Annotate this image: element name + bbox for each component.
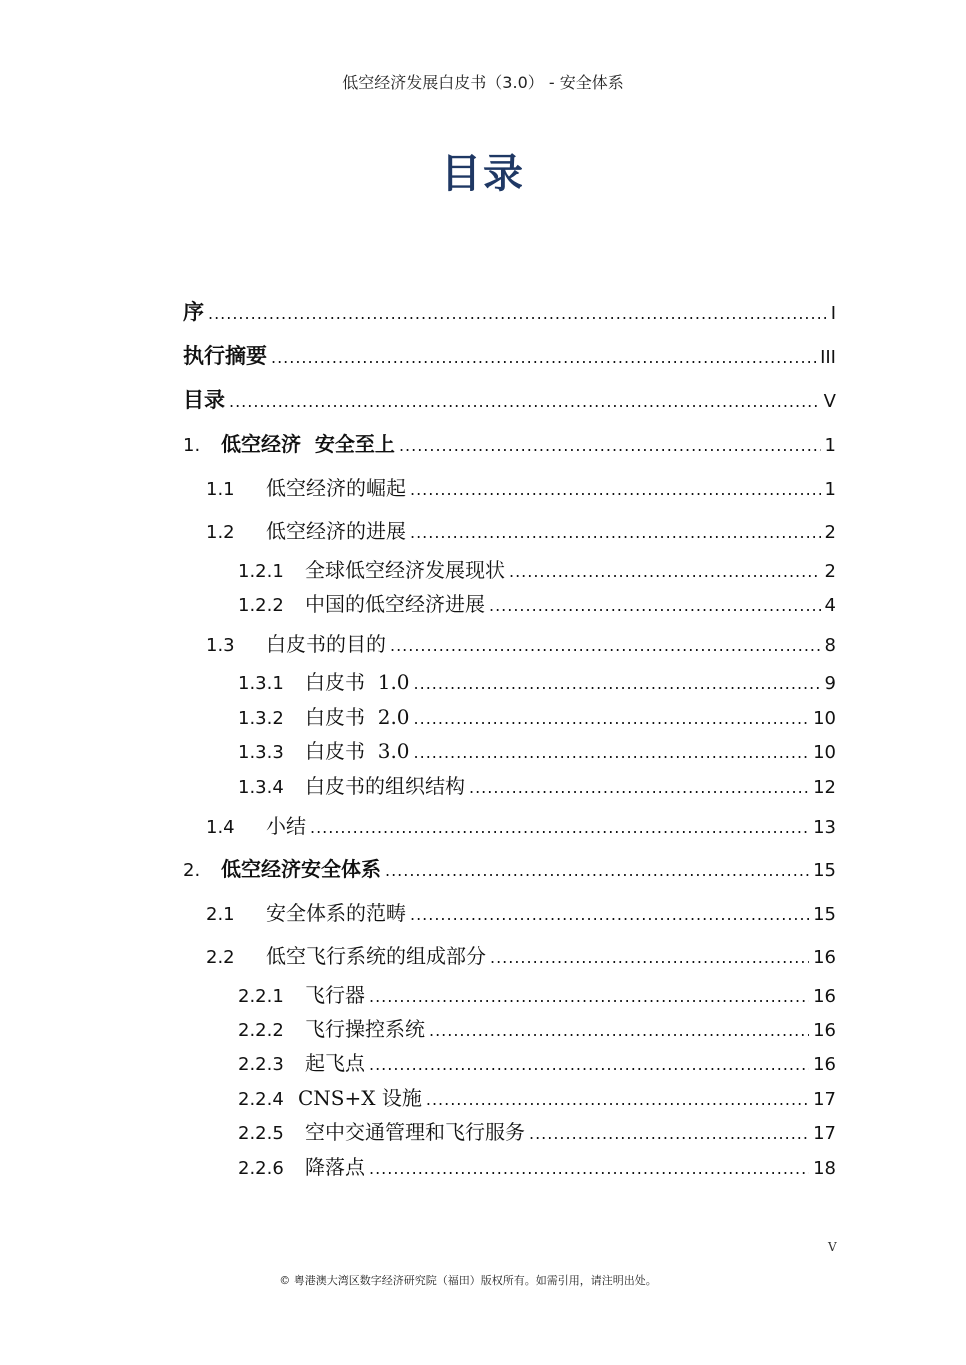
toc-label: 白皮书的组织结构 <box>305 774 465 798</box>
toc-leader-dots <box>426 1090 809 1109</box>
toc-leader-dots <box>489 596 821 615</box>
toc-entry-1-3-3[interactable] <box>238 735 836 764</box>
toc-label: 低空经济的崛起 <box>266 476 406 500</box>
copyright-footer: © 粤港澳大湾区数字经济研究院（福田）版权所有。如需引用，请注明出处。 <box>279 1274 657 1287</box>
toc-label: 中国的低空经济进展 <box>305 592 485 616</box>
toc-label: 低空经济 安全至上 <box>221 432 395 456</box>
toc-entry-1-3-4[interactable] <box>238 770 836 799</box>
toc-page: 12 <box>813 777 836 798</box>
toc-number: 1.1 <box>206 479 235 500</box>
toc-page: 8 <box>824 635 836 656</box>
toc-page: 4 <box>824 595 836 616</box>
toc-number: 1.3.2 <box>238 708 284 729</box>
toc-label: 执行摘要 <box>183 344 267 368</box>
toc-label: 安全体系的范畴 <box>266 901 406 925</box>
toc-label: 低空经济的进展 <box>266 519 406 543</box>
toc-page: 13 <box>813 817 836 838</box>
toc-label: 序 <box>183 300 204 324</box>
toc-leader-dots <box>399 436 821 455</box>
toc-label: 低空飞行系统的组成部分 <box>266 944 486 968</box>
toc-leader-dots <box>410 905 809 924</box>
toc-page: I <box>830 303 836 324</box>
toc-label: 全球低空经济发展现状 <box>305 558 505 582</box>
toc-page: 16 <box>813 947 836 968</box>
toc-label: 小结 <box>266 814 306 838</box>
toc-page: 18 <box>813 1158 836 1179</box>
toc-page: 9 <box>824 673 836 694</box>
toc-entry-preface[interactable] <box>183 296 836 326</box>
toc-entry-2-2-3[interactable] <box>238 1047 836 1076</box>
toc-number: 1.3.1 <box>238 673 284 694</box>
toc-leader-dots <box>509 562 821 581</box>
toc-leader-dots <box>390 636 821 655</box>
toc-leader-dots <box>410 523 821 542</box>
toc-page: 2 <box>824 522 836 543</box>
toc-number: 1.3 <box>206 635 235 656</box>
toc-page: 1 <box>824 479 836 500</box>
toc-page: 17 <box>813 1123 836 1144</box>
toc-entry-2-2-4[interactable] <box>238 1082 836 1111</box>
toc-leader-dots <box>271 348 816 367</box>
toc-leader-dots <box>385 861 809 880</box>
toc-entry-executive-summary[interactable] <box>183 340 836 370</box>
page-title: 目录 <box>441 151 525 197</box>
toc-number: 1.2.2 <box>238 595 284 616</box>
toc-page: 2 <box>824 561 836 582</box>
toc-leader-dots <box>410 480 821 499</box>
toc-leader-dots <box>369 1055 809 1074</box>
toc-entry-1-3-2[interactable] <box>238 701 836 730</box>
toc-number: 1. <box>183 435 201 456</box>
toc-label: 白皮书 2.0 <box>305 705 410 729</box>
toc-label: 白皮书 3.0 <box>305 739 410 763</box>
toc-number: 1.4 <box>206 817 235 838</box>
toc-leader-dots <box>208 304 827 323</box>
toc-entry-1-2[interactable] <box>206 515 836 544</box>
toc-page: 17 <box>813 1089 836 1110</box>
toc-leader-dots <box>429 1021 809 1040</box>
toc-number: 1.2.1 <box>238 561 284 582</box>
toc-page: III <box>820 347 836 368</box>
toc-page: 15 <box>813 904 836 925</box>
toc-entry-1-2-2[interactable] <box>238 588 836 617</box>
toc-page: 10 <box>813 742 836 763</box>
toc-entry-1-3-1[interactable] <box>238 666 836 695</box>
toc-leader-dots <box>369 1159 809 1178</box>
toc-label: CNS+X 设施 <box>298 1086 422 1110</box>
toc-label: 降落点 <box>305 1155 365 1179</box>
toc-number: 2.2.4 <box>238 1089 284 1110</box>
toc-leader-dots <box>369 987 809 1006</box>
toc-entry-1-1[interactable] <box>206 472 836 501</box>
toc-entry-chapter-2[interactable] <box>183 853 836 882</box>
toc-label: 白皮书的目的 <box>266 632 386 656</box>
toc-label: 起飞点 <box>305 1051 365 1075</box>
toc-label: 白皮书 1.0 <box>305 670 410 694</box>
toc-number: 2.2.3 <box>238 1054 284 1075</box>
toc-number: 2.2.2 <box>238 1020 284 1041</box>
toc-number: 2.2.5 <box>238 1123 284 1144</box>
toc-leader-dots <box>414 743 810 762</box>
toc-label: 飞行器 <box>305 983 365 1007</box>
toc-page: V <box>823 391 836 412</box>
toc-page: 10 <box>813 708 836 729</box>
toc-leader-dots <box>229 392 820 411</box>
toc-label: 低空经济安全体系 <box>221 857 381 881</box>
page-number: V <box>828 1240 837 1254</box>
toc-page: 15 <box>813 860 836 881</box>
toc-label: 目录 <box>183 388 225 412</box>
toc-number: 2.2.6 <box>238 1158 284 1179</box>
toc-leader-dots <box>414 709 810 728</box>
toc-number: 1.3.4 <box>238 777 284 798</box>
toc-label: 空中交通管理和飞行服务 <box>305 1120 525 1144</box>
toc-entry-2-2-2[interactable] <box>238 1013 836 1042</box>
toc-page: 16 <box>813 1020 836 1041</box>
running-header: 低空经济发展白皮书（3.0） - 安全体系 <box>342 73 624 92</box>
toc-entry-2-2-6[interactable] <box>238 1151 836 1180</box>
toc-label: 飞行操控系统 <box>305 1017 425 1041</box>
toc-number: 2.2.1 <box>238 986 284 1007</box>
toc-leader-dots <box>310 818 809 837</box>
toc-leader-dots <box>469 778 809 797</box>
toc-number: 1.3.3 <box>238 742 284 763</box>
toc-number: 1.2 <box>206 522 235 543</box>
toc-entry-2-2-5[interactable] <box>238 1116 836 1145</box>
toc-page: 16 <box>813 1054 836 1075</box>
toc-number: 2. <box>183 860 201 881</box>
toc-entry-2-1[interactable] <box>206 897 836 926</box>
toc-entry-2-2-1[interactable] <box>238 979 836 1008</box>
toc-leader-dots <box>529 1124 809 1143</box>
toc-entry-1-3[interactable] <box>206 628 836 657</box>
toc-page: 16 <box>813 986 836 1007</box>
toc-leader-dots <box>490 948 809 967</box>
toc-number: 2.2 <box>206 947 235 968</box>
toc-leader-dots <box>414 674 821 693</box>
toc-entry-1-4[interactable] <box>206 810 836 839</box>
toc-entry-contents[interactable] <box>183 384 836 414</box>
toc-page: 1 <box>824 435 836 456</box>
toc-number: 2.1 <box>206 904 235 925</box>
toc-entry-2-2[interactable] <box>206 940 836 969</box>
toc-entry-1-2-1[interactable] <box>238 554 836 583</box>
toc-entry-chapter-1[interactable] <box>183 428 836 457</box>
